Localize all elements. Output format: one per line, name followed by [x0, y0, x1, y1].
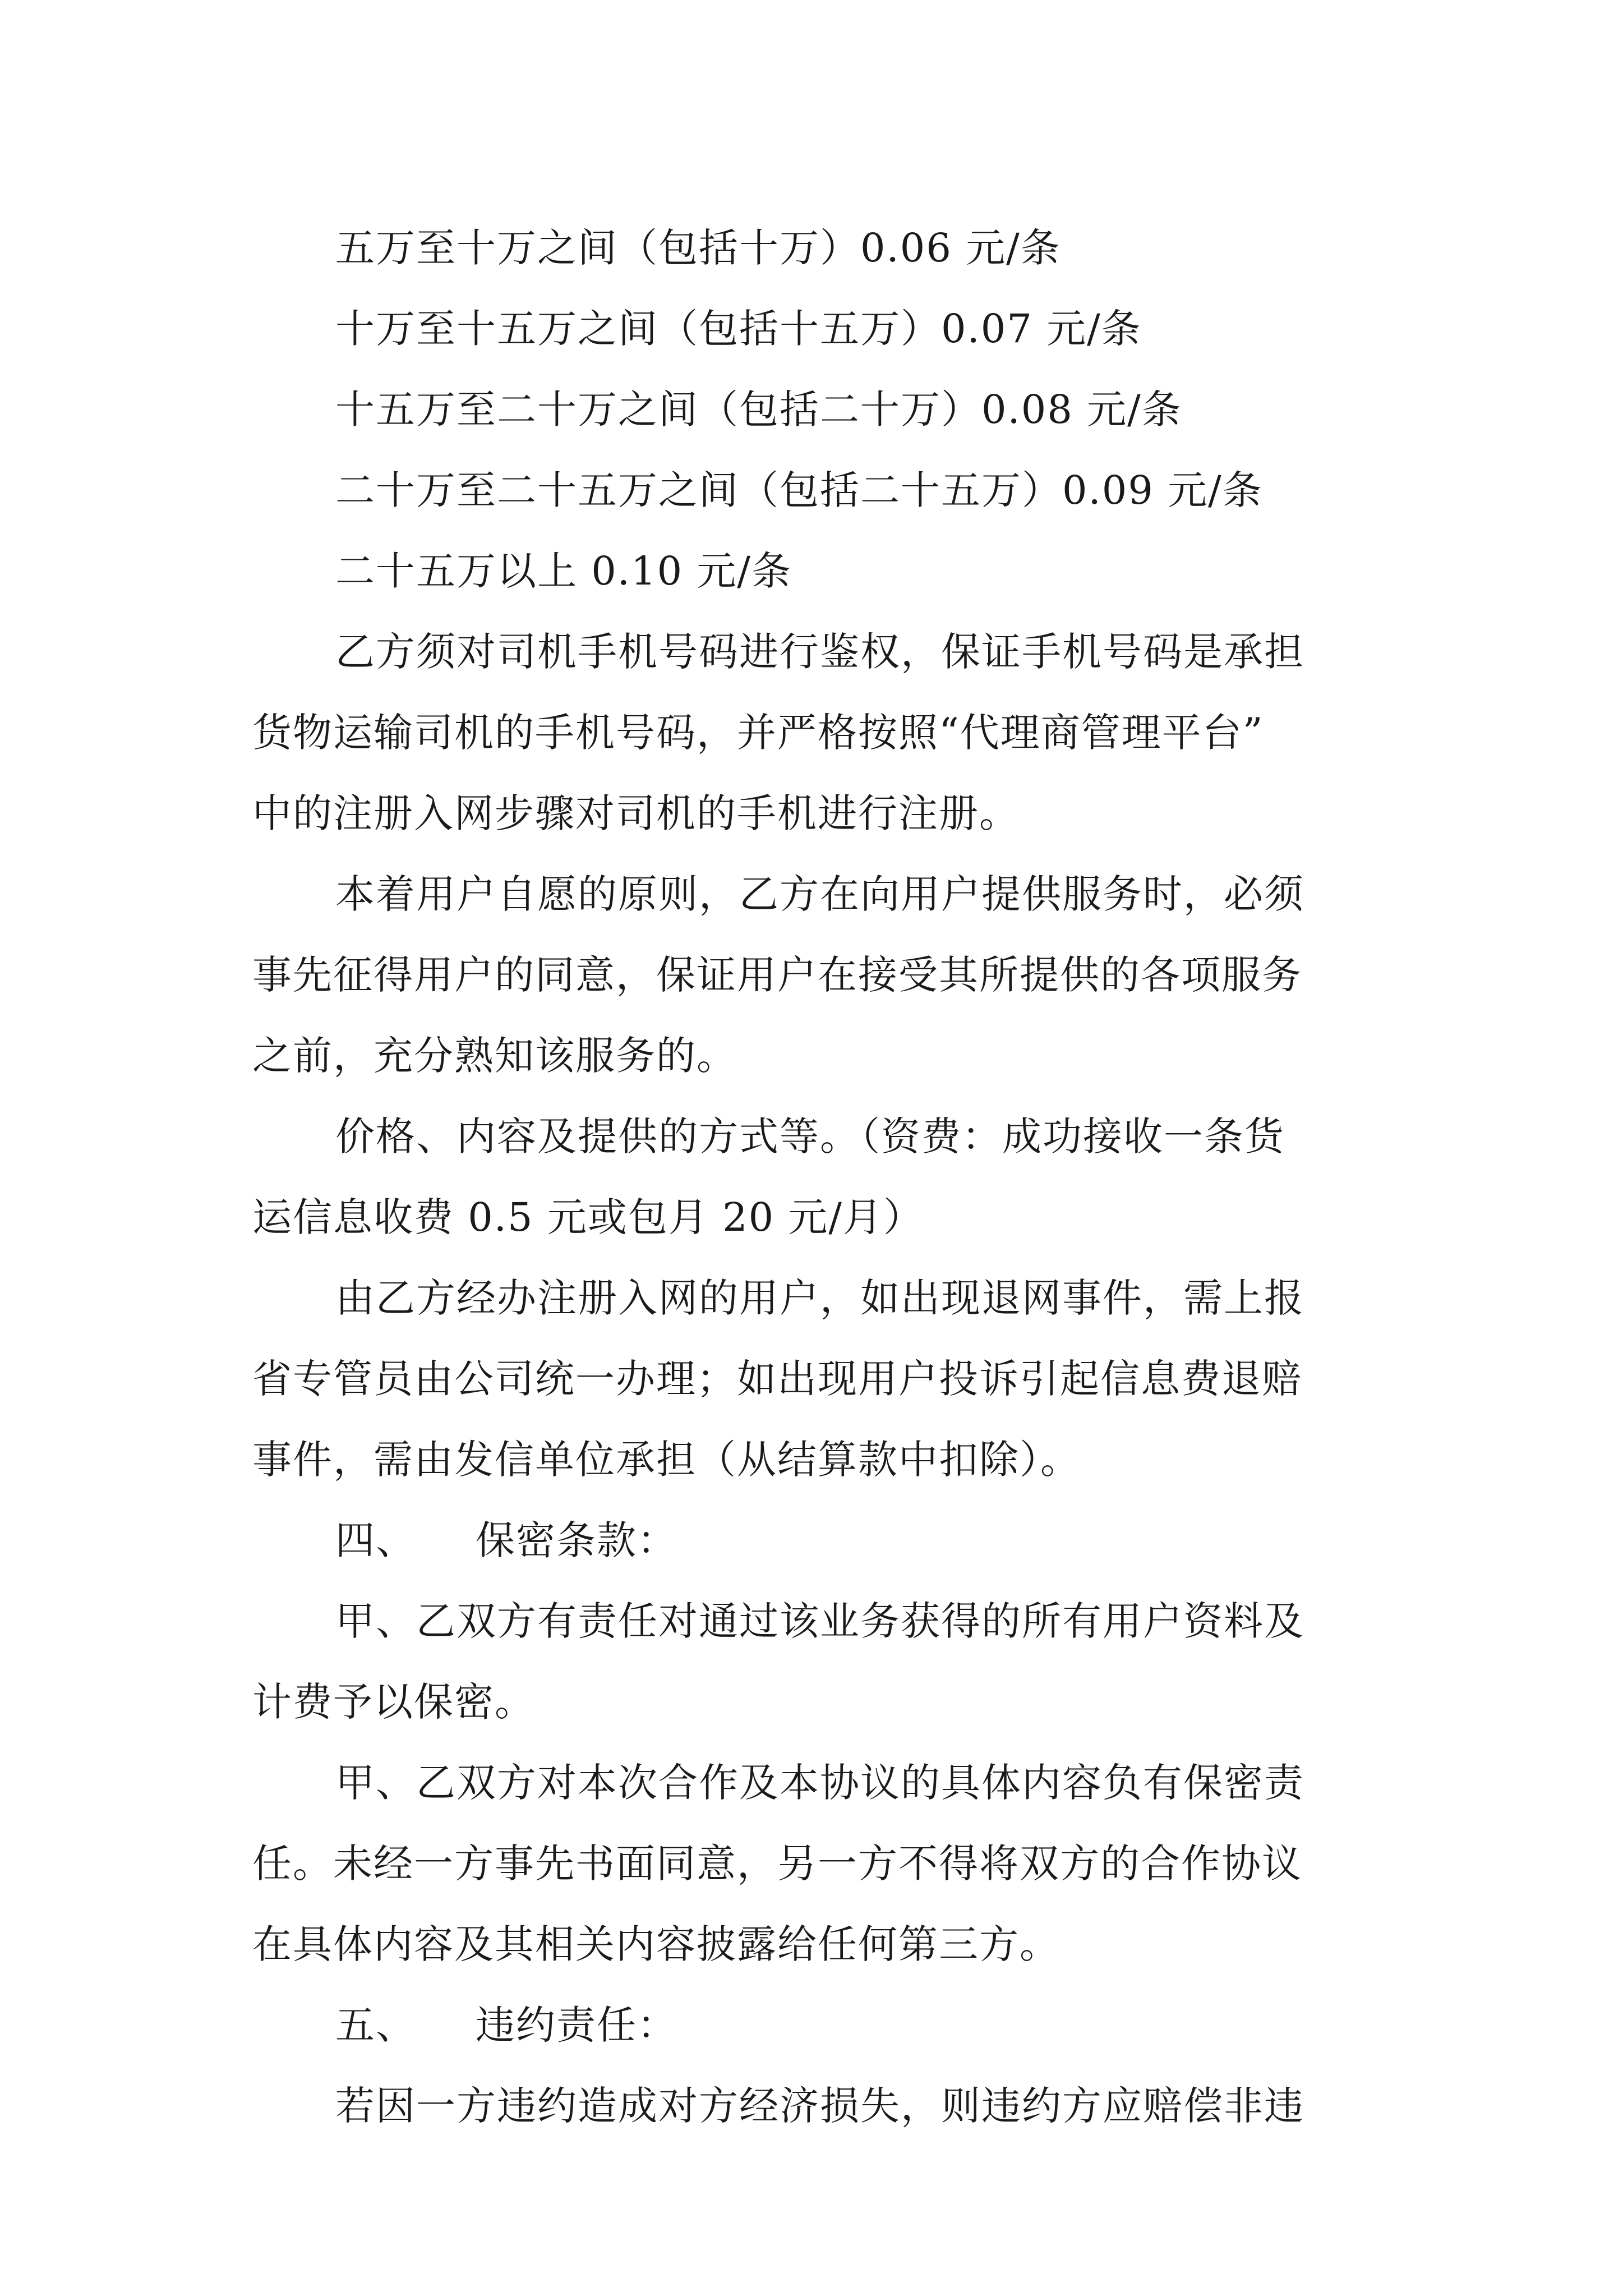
- section-heading-liability: [252, 1985, 1391, 2065]
- fee-tier-line: 十五万至二十万之间（包括二十万）0.08 元/条: [335, 386, 1182, 432]
- fee-tier-line: 十万至十五万之间（包括十五万）0.07 元/条: [335, 306, 1142, 352]
- paragraph-line: 在具体内容及其相关内容披露给任何第三方。: [252, 1921, 1060, 1967]
- paragraph-line: 运信息收费 0.5 元或包月 20 元/月）: [252, 1194, 924, 1240]
- fee-tier-line: 五万至十万之间（包括十万）0.06 元/条: [335, 225, 1061, 271]
- section-number: 五、: [335, 2002, 416, 2048]
- paragraph-line: 价格、内容及提供的方式等。（资费：成功接收一条货: [335, 1114, 1285, 1159]
- document-body: [252, 208, 1391, 2146]
- paragraph-line: 事先征得用户的同意，保证用户在接受其所提供的各项服务: [252, 952, 1302, 998]
- paragraph-line: 中的注册入网步骤对司机的手机进行注册。: [252, 790, 1020, 836]
- paragraph-line: 甲、乙双方有责任对通过该业务获得的所有用户资料及: [335, 1598, 1304, 1644]
- paragraph-line: 任。未经一方事先书面同意，另一方不得将双方的合作协议: [252, 1841, 1302, 1887]
- paragraph-line: 货物运输司机的手机号码，并严格按照“代理商管理平台”: [252, 710, 1264, 756]
- paragraph-line: 计费予以保密。: [252, 1679, 535, 1725]
- paragraph-line: 省专管员由公司统一办理；如出现用户投诉引起信息费退赔: [252, 1356, 1302, 1402]
- paragraph-line: 由乙方经办注册入网的用户，如出现退网事件，需上报: [335, 1275, 1304, 1321]
- fee-tier-line: 二十五万以上 0.10 元/条: [335, 548, 792, 594]
- paragraph-line: 若因一方违约造成对方经济损失，则违约方应赔偿非违: [335, 2083, 1304, 2129]
- paragraph-line: 之前，充分熟知该服务的。: [252, 1033, 737, 1079]
- paragraph-line: 事件，需由发信单位承担（从结算款中扣除）。: [252, 1437, 1081, 1483]
- section-title: 保密条款：: [476, 1517, 677, 1563]
- fee-tier-line: 二十万至二十五万之间（包括二十五万）0.09 元/条: [335, 467, 1263, 513]
- paragraph-line: 乙方须对司机手机号码进行鉴权，保证手机号码是承担: [335, 629, 1304, 675]
- paragraph-line: 甲、乙双方对本次合作及本协议的具体内容负有保密责: [335, 1760, 1304, 1806]
- section-heading-confidentiality: [252, 1500, 1391, 1581]
- section-number: 四、: [335, 1517, 416, 1563]
- paragraph-line: 本着用户自愿的原则，乙方在向用户提供服务时，必须: [335, 871, 1304, 917]
- section-title: 违约责任：: [476, 2002, 677, 2048]
